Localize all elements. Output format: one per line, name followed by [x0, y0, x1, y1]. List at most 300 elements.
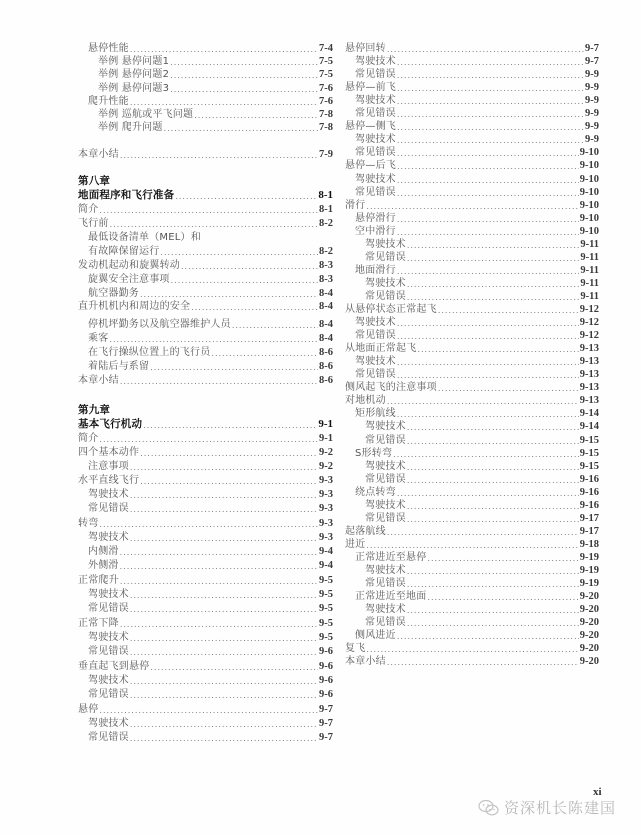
toc-entry-label: 乘客 — [88, 333, 109, 344]
dot-leader — [130, 676, 318, 687]
toc-entry-label: 复飞 — [345, 643, 366, 655]
toc-entry-page-number: 7-5 — [319, 56, 333, 67]
toc-entry[interactable] — [345, 629, 599, 642]
dot-leader — [120, 547, 318, 558]
dot-leader — [407, 422, 579, 433]
dot-leader — [427, 592, 578, 603]
dot-leader — [120, 561, 318, 572]
toc-entry[interactable] — [78, 446, 333, 459]
toc-entry[interactable] — [345, 225, 599, 238]
dot-leader — [438, 305, 579, 316]
toc-entry-label: 正常进近至悬停 — [355, 551, 427, 563]
toc-entry-label: 驾驶技术 — [365, 604, 406, 616]
toc-entry[interactable] — [78, 259, 333, 272]
dot-leader — [407, 279, 580, 290]
toc-entry-page-number: 9-7 — [319, 704, 333, 715]
dot-leader — [397, 488, 579, 499]
toc-entry[interactable] — [78, 203, 333, 216]
toc-entry-page-number: 9-10 — [579, 225, 599, 237]
toc-entry-page-number: 9-3 — [319, 532, 333, 543]
toc-entry-page-number: 7-8 — [319, 109, 333, 120]
toc-entry-page-number: 9-12 — [579, 304, 599, 315]
toc-entry-label: 悬停—侧飞 — [345, 121, 396, 133]
toc-entry-label: 垂直起飞到悬停 — [78, 661, 150, 672]
toc-entry[interactable] — [345, 159, 599, 172]
toc-entry-label: 侧风进近 — [355, 630, 396, 642]
toc-entry-label: 驾驶技术 — [365, 565, 406, 576]
toc-entry[interactable] — [78, 617, 333, 630]
toc-entry-label: 悬停滑行 — [355, 212, 396, 224]
toc-entry[interactable] — [345, 303, 599, 316]
toc-entry-label: 驾驶技术 — [88, 675, 129, 686]
toc-entry[interactable] — [345, 407, 599, 420]
toc-entry-page-number: 7-9 — [319, 149, 333, 160]
toc-entry[interactable] — [78, 360, 333, 373]
dot-leader — [130, 733, 318, 744]
toc-entry-page-number: 9-7 — [319, 732, 333, 743]
toc-entry[interactable] — [78, 273, 333, 286]
dot-leader — [181, 261, 318, 272]
toc-entry-page-number: 9-9 — [585, 69, 599, 81]
dot-leader — [397, 122, 584, 133]
toc-entry-page-number: 9-5 — [319, 575, 333, 586]
toc-entry[interactable] — [78, 332, 333, 345]
toc-entry[interactable] — [345, 473, 599, 486]
toc-entry[interactable] — [345, 564, 599, 577]
toc-entry-label: 驾驶技术 — [355, 173, 396, 185]
toc-entry[interactable] — [78, 148, 333, 161]
toc-entry-page-number: 9-5 — [319, 632, 333, 643]
toc-entry[interactable] — [345, 355, 599, 368]
toc-entry[interactable] — [78, 82, 333, 95]
dot-leader — [407, 462, 579, 473]
toc-entry-label: 常见错误 — [365, 617, 406, 629]
toc-entry-page-number: 9-4 — [319, 546, 333, 557]
toc-entry[interactable] — [78, 121, 333, 134]
toc-entry-page-number: 8-1 — [318, 189, 333, 201]
toc-entry[interactable] — [345, 342, 599, 355]
toc-entry-page-number: 9-5 — [319, 618, 333, 629]
dot-leader — [417, 344, 578, 355]
dot-leader — [191, 302, 318, 313]
dot-leader — [232, 320, 318, 331]
toc-entry-label: 常见错误 — [355, 369, 396, 381]
toc-entry-page-number: 7-4 — [319, 43, 333, 54]
toc-entry[interactable] — [345, 238, 599, 251]
toc-entry[interactable] — [345, 251, 599, 264]
dot-leader — [397, 148, 579, 159]
toc-entry-label: 本章小结 — [78, 375, 119, 386]
toc-entry[interactable] — [345, 420, 599, 433]
toc-entry[interactable] — [345, 538, 599, 551]
dot-leader — [99, 205, 318, 216]
toc-entry-label: 航空器勤务 — [88, 288, 139, 299]
toc-entry[interactable] — [345, 329, 599, 342]
toc-entry[interactable] — [345, 186, 599, 199]
toc-entry[interactable] — [78, 55, 333, 68]
toc-entry[interactable] — [345, 173, 599, 186]
chapter-heading-entry[interactable] — [78, 189, 333, 202]
toc-entry[interactable] — [345, 512, 599, 525]
toc-entry[interactable] — [345, 460, 599, 473]
dot-leader — [160, 247, 318, 258]
dot-leader — [397, 175, 579, 186]
toc-entry-label: S形转弯 — [355, 447, 393, 459]
toc-entry-page-number: 9-20 — [579, 604, 599, 616]
toc-entry-label: 在飞行操纵位置上的飞行员 — [88, 347, 211, 358]
toc-entry[interactable] — [345, 290, 599, 303]
toc-entry-label: 四个基本动作 — [78, 447, 140, 458]
toc-entry-label: 常见错误 — [355, 69, 396, 81]
dot-leader — [170, 57, 318, 68]
toc-entry[interactable] — [78, 731, 333, 744]
toc-entry[interactable] — [345, 394, 599, 407]
toc-entry[interactable] — [345, 486, 599, 499]
dot-leader — [120, 150, 318, 161]
toc-entry[interactable] — [345, 447, 599, 460]
toc-entry-page-number: 8-3 — [319, 260, 333, 271]
toc-entry[interactable] — [78, 717, 333, 730]
toc-entry-page-number: 9-3 — [319, 503, 333, 514]
toc-entry-page-number: 9-5 — [319, 589, 333, 600]
toc-entry-label: 地面滑行 — [355, 264, 396, 276]
dot-leader — [387, 396, 579, 407]
toc-entry-page-number: 9-1 — [318, 418, 333, 430]
toc-entry-page-number: 7-6 — [319, 96, 333, 107]
page-number: xi — [593, 786, 602, 798]
dot-leader — [397, 188, 579, 199]
dot-leader — [397, 214, 579, 225]
toc-entry-page-number: 9-19 — [579, 565, 599, 576]
toc-entry[interactable] — [345, 368, 599, 381]
toc-entry[interactable] — [345, 94, 599, 107]
toc-entry[interactable] — [78, 531, 333, 544]
dot-leader — [120, 576, 318, 587]
toc-entry-label: 矩形航线 — [355, 408, 396, 420]
toc-entry-label: 驾驶技术 — [88, 718, 129, 729]
toc-entry-page-number: 9-19 — [579, 578, 599, 590]
dot-leader — [407, 475, 579, 486]
toc-entry-page-number: 9-9 — [585, 134, 599, 146]
toc-entry[interactable] — [345, 525, 599, 538]
toc-entry-page-number: 9-9 — [585, 108, 599, 120]
toc-entry-page-number: 9-13 — [579, 382, 599, 394]
toc-entry-page-number: 9-20 — [579, 617, 599, 629]
toc-entry-page-number: 8-4 — [319, 301, 333, 312]
toc-entry[interactable] — [78, 574, 333, 587]
toc-entry[interactable] — [78, 374, 333, 387]
dot-leader — [427, 553, 578, 564]
dot-leader — [407, 292, 580, 303]
toc-entry-label: 常见错误 — [88, 603, 129, 614]
toc-entry-label: 常见错误 — [365, 512, 406, 524]
dot-leader — [150, 662, 318, 673]
toc-entry-page-number: 9-20 — [579, 656, 599, 668]
toc-entry-page-number: 9-13 — [579, 356, 599, 368]
dot-leader — [170, 70, 318, 81]
toc-entry[interactable] — [78, 95, 333, 108]
toc-entry[interactable] — [345, 68, 599, 81]
toc-entry-label: 驾驶技术 — [355, 356, 396, 368]
toc-entry[interactable] — [78, 502, 333, 515]
toc-entry[interactable] — [345, 264, 599, 277]
toc-entry-label: 常见错误 — [88, 646, 129, 657]
toc-entry-label: 转弯 — [78, 518, 99, 529]
toc-entry-label: 空中滑行 — [355, 225, 396, 237]
toc-entry[interactable] — [78, 217, 333, 230]
toc-entry[interactable] — [345, 55, 599, 68]
dot-leader — [407, 436, 579, 447]
toc-entry[interactable] — [78, 346, 333, 359]
toc-entry[interactable] — [78, 660, 333, 673]
toc-entry[interactable] — [345, 42, 599, 55]
toc-entry-label: 注意事项 — [88, 461, 129, 472]
toc-entry-label: 绕点转弯 — [355, 486, 396, 498]
dot-leader — [140, 476, 318, 487]
toc-entry-page-number: 9-14 — [579, 408, 599, 420]
toc-entry[interactable] — [345, 107, 599, 120]
toc-entry[interactable] — [345, 212, 599, 225]
toc-entry-label: 常见错误 — [355, 108, 396, 120]
toc-entry[interactable] — [345, 146, 599, 159]
dot-leader — [366, 540, 578, 551]
toc-entry[interactable] — [78, 318, 333, 331]
toc-entry-page-number: 9-11 — [580, 238, 599, 250]
dot-leader — [99, 519, 318, 530]
toc-entry-page-number: 8-6 — [319, 361, 333, 372]
toc-entry-label: 侧风起飞的注意事项 — [345, 382, 437, 394]
dot-leader — [175, 191, 317, 202]
toc-entry-label: 爬升性能 — [88, 96, 129, 107]
toc-entry[interactable] — [345, 434, 599, 447]
toc-entry[interactable] — [78, 545, 333, 558]
toc-entry-label: 悬停性能 — [88, 43, 129, 54]
toc-entry-label: 常见错误 — [88, 689, 129, 700]
toc-entry-label: 驾驶技术 — [365, 277, 406, 289]
toc-entry-label: 内侧滑 — [88, 546, 119, 557]
toc-entry-label: 从地面正常起飞 — [345, 343, 417, 355]
toc-entry-label: 驾驶技术 — [365, 499, 406, 511]
dot-leader — [407, 618, 579, 629]
toc-entry[interactable] — [78, 108, 333, 121]
toc-entry[interactable] — [345, 616, 599, 629]
toc-entry-label: 本章小结 — [345, 656, 386, 668]
toc-entry-label: 驾驶技术 — [88, 632, 129, 643]
toc-entry-page-number: 9-12 — [579, 330, 599, 342]
dot-leader — [397, 266, 580, 277]
toc-entry-label: 悬停—后飞 — [345, 160, 396, 172]
toc-entry-label: 驾驶技术 — [355, 95, 396, 107]
toc-entry-label: 地面程序和飞行准备 — [78, 189, 175, 201]
toc-entry-page-number: 9-13 — [579, 369, 599, 381]
dot-leader — [397, 318, 579, 329]
dot-leader — [211, 348, 318, 359]
toc-entry-page-number: 9-11 — [580, 290, 599, 302]
toc-entry[interactable] — [345, 199, 599, 212]
toc-entry-page-number: 9-15 — [579, 434, 599, 446]
chapter-title — [78, 175, 333, 188]
dot-leader — [130, 97, 318, 108]
toc-entry[interactable] — [78, 602, 333, 615]
dot-leader — [397, 135, 584, 146]
dot-leader — [120, 619, 318, 630]
toc-entry-page-number: 9-2 — [319, 447, 333, 458]
toc-entry-label: 正常进近至地面 — [355, 591, 427, 603]
toc-entry-page-number: 9-16 — [579, 499, 599, 511]
toc-entry-label: 举例 悬停问题1 — [98, 56, 170, 67]
dot-leader — [109, 334, 318, 345]
toc-entry[interactable] — [345, 277, 599, 290]
dot-leader — [397, 631, 579, 642]
toc-entry-label: 第八章 — [78, 175, 111, 187]
toc-entry-label: 驾驶技术 — [355, 134, 396, 146]
toc-entry-page-number: 8-6 — [319, 375, 333, 386]
dot-leader — [99, 434, 318, 445]
toc-entry[interactable] — [78, 68, 333, 81]
toc-entry-page-number: 9-19 — [579, 551, 599, 563]
chapter-heading-entry[interactable] — [78, 418, 333, 431]
toc-entry-label: 正常下降 — [78, 618, 119, 629]
toc-entry-label: 起落航线 — [345, 525, 386, 537]
toc-entry[interactable] — [345, 577, 599, 590]
toc-entry[interactable] — [78, 488, 333, 501]
dot-leader — [150, 362, 318, 373]
toc-entry[interactable] — [345, 381, 599, 394]
toc-entry-page-number: 9-7 — [585, 43, 599, 54]
dot-leader — [397, 409, 579, 420]
toc-entry-label: 有故障保留运行 — [88, 246, 160, 257]
toc-entry-page-number: 9-11 — [580, 277, 599, 289]
toc-entry-label: 本章小结 — [78, 149, 119, 160]
toc-entry[interactable] — [345, 499, 599, 512]
toc-entry-label: 驾驶技术 — [355, 317, 396, 329]
dot-leader — [164, 123, 318, 134]
toc-entry-label: 驾驶技术 — [355, 56, 396, 68]
toc-entry-label: 最低设备清单（MEL）和 — [88, 232, 201, 243]
toc-entry-label: 举例 巡航或平飞问题 — [98, 109, 194, 120]
toc-entry-page-number: 9-10 — [579, 160, 599, 172]
toc-entry-label: 驾驶技术 — [365, 421, 406, 433]
dot-leader — [397, 331, 579, 342]
toc-entry-label: 驾驶技术 — [365, 238, 406, 250]
toc-entry[interactable] — [78, 287, 333, 300]
toc-entry[interactable] — [78, 245, 333, 258]
toc-entry-label: 举例 悬停问题2 — [98, 69, 170, 80]
dot-leader — [397, 227, 579, 238]
toc-entry[interactable] — [345, 603, 599, 616]
toc-entry-label: 发动机起动和旋翼转动 — [78, 260, 180, 271]
dot-leader — [130, 604, 318, 615]
toc-entry-page-number: 9-15 — [579, 460, 599, 472]
toc-entry-page-number: 9-16 — [579, 473, 599, 485]
dot-leader — [407, 605, 579, 616]
toc-entry-label: 水平直线飞行 — [78, 475, 140, 486]
toc-entry[interactable] — [345, 642, 599, 655]
dot-leader — [387, 44, 584, 55]
toc-entry-label: 进近 — [345, 538, 366, 550]
toc-entry-label: 悬停—前飞 — [345, 82, 396, 94]
toc-entry[interactable] — [78, 688, 333, 701]
toc-entry[interactable] — [78, 460, 333, 473]
toc-entry-page-number: 7-5 — [319, 69, 333, 80]
watermark — [478, 797, 616, 818]
toc-entry-label: 常见错误 — [88, 732, 129, 743]
toc-entry[interactable] — [78, 300, 333, 313]
dot-leader — [407, 579, 579, 590]
toc-entry[interactable] — [78, 517, 333, 530]
dot-leader — [397, 109, 584, 120]
toc-entry-label: 驾驶技术 — [365, 460, 406, 472]
dot-leader — [397, 57, 584, 68]
toc-entry-page-number: 9-6 — [319, 646, 333, 657]
toc-entry-page-number: 8-1 — [319, 204, 333, 215]
dot-leader — [120, 376, 318, 387]
toc-entry[interactable] — [78, 645, 333, 658]
toc-entry[interactable] — [78, 231, 333, 244]
toc-entry[interactable] — [345, 316, 599, 329]
toc-entry-label: 从悬停状态正常起飞 — [345, 304, 437, 315]
toc-entry-label: 旋翼安全注意事项 — [88, 274, 170, 285]
dot-leader — [407, 253, 580, 264]
toc-entry-label: 常见错误 — [355, 186, 396, 198]
toc-entry-page-number: 9-17 — [579, 512, 599, 524]
toc-entry[interactable] — [78, 42, 333, 55]
toc-entry[interactable] — [78, 432, 333, 445]
toc-entry[interactable] — [345, 81, 599, 94]
toc-entry[interactable] — [78, 559, 333, 572]
toc-entry-page-number: 9-9 — [585, 95, 599, 107]
toc-entry[interactable] — [345, 590, 599, 603]
toc-entry[interactable] — [78, 703, 333, 716]
toc-entry-label: 简介 — [78, 204, 99, 215]
dot-leader — [99, 705, 318, 716]
toc-entry[interactable] — [78, 631, 333, 644]
toc-entry[interactable] — [78, 674, 333, 687]
toc-entry[interactable] — [345, 133, 599, 146]
toc-entry[interactable] — [345, 120, 599, 133]
wechat-icon — [478, 799, 500, 817]
toc-entry-label: 常见错误 — [88, 503, 129, 514]
toc-entry-page-number: 9-13 — [579, 395, 599, 407]
toc-entry-page-number: 9-3 — [319, 518, 333, 529]
toc-entry-page-number: 9-20 — [579, 643, 599, 655]
dot-leader — [397, 161, 579, 172]
toc-entry-label: 常见错误 — [365, 290, 406, 302]
toc-entry[interactable] — [78, 588, 333, 601]
dot-leader — [194, 110, 318, 121]
toc-entry[interactable] — [78, 474, 333, 487]
toc-entry-page-number: 9-6 — [319, 675, 333, 686]
toc-entry-label: 停机坪勤务以及航空器维护人员 — [88, 319, 231, 330]
toc-entry-page-number: 7-8 — [319, 122, 333, 133]
dot-leader — [130, 44, 318, 55]
dot-leader — [130, 647, 318, 658]
toc-entry-page-number: 9-14 — [579, 421, 599, 433]
toc-entry-page-number: 9-7 — [319, 718, 333, 729]
toc-entry-label: 驾驶技术 — [88, 489, 129, 500]
toc-entry-label: 常见错误 — [355, 147, 396, 159]
toc-entry[interactable] — [345, 655, 599, 668]
dot-leader — [397, 70, 584, 81]
toc-entry-page-number: 9-10 — [579, 199, 599, 211]
toc-entry[interactable] — [345, 551, 599, 564]
dot-leader — [130, 719, 318, 730]
dot-leader — [130, 690, 318, 701]
toc-entry-label: 简介 — [78, 433, 99, 444]
toc-entry-page-number: 9-6 — [319, 689, 333, 700]
toc-entry-label: 常见错误 — [365, 473, 406, 485]
dot-leader — [397, 96, 584, 107]
